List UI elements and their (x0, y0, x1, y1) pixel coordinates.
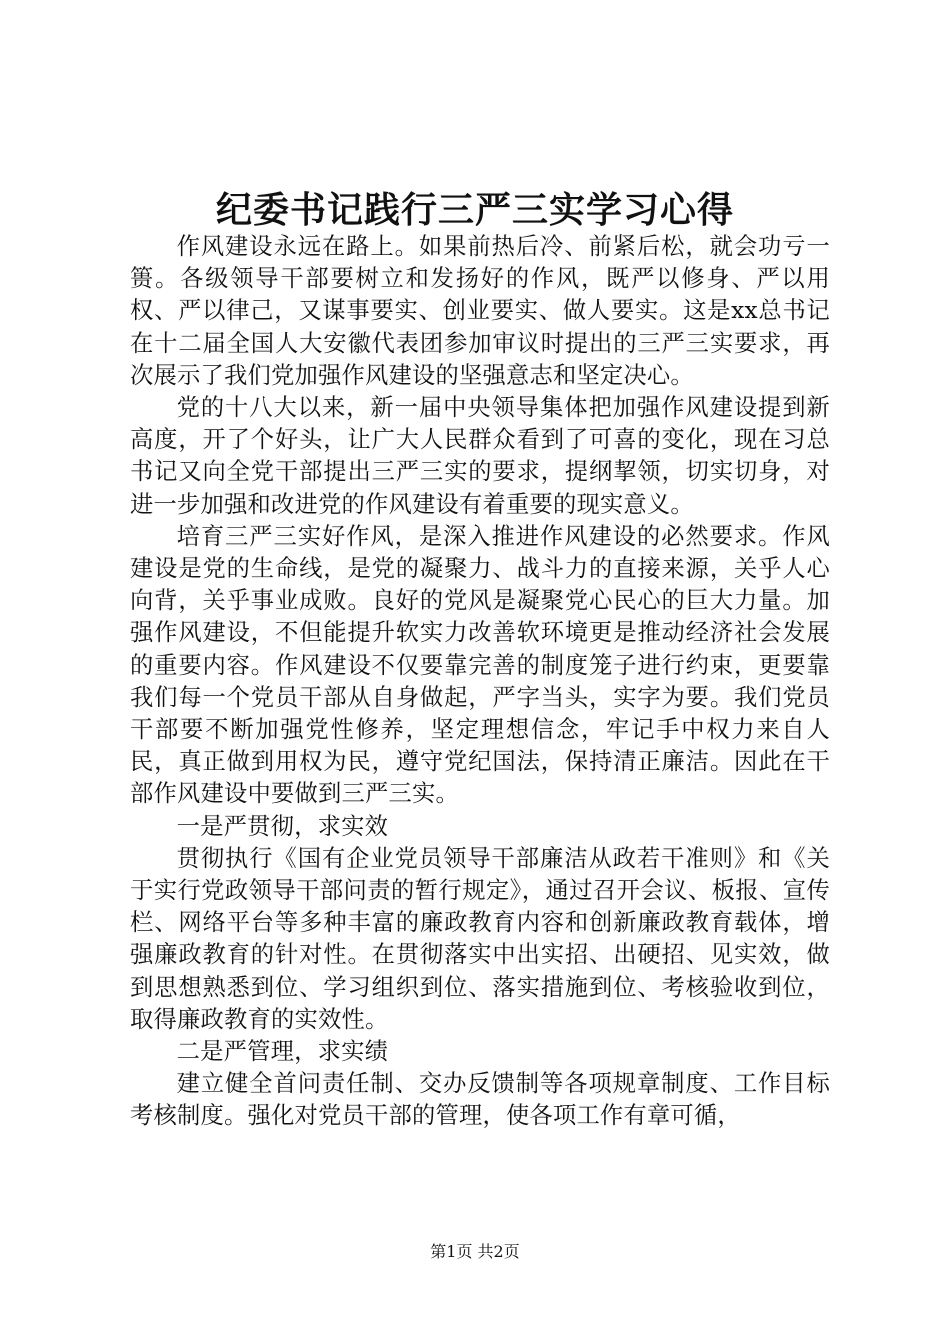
paragraph-3: 培育三严三实好作风，是深入推进作风建设的必然要求。作风建设是党的生命线，是党的凝聚力、战斗力的直接来源，关乎人心向背，关乎事业成败。良好的党风是凝聚党心民心的巨大力量。加强作风建设，不但能提升软实力改善软环境更是推动经济社会发展的重要内容。作风建设不仅要靠完善的制度笼子进行约束，更要靠我们每一个党员干部从自身做起，严字当头，实字为要。我们党员干部要不断加强党性修养，坚定理想信念，牢记手中权力来自人民，真正做到用权为民，遵守党纪国法，保持清正廉洁。因此在干部作风建设中要做到三严三实。 (130, 522, 830, 808)
section-heading-2: 二是严管理，求实绩 (176, 1038, 389, 1066)
document-title: 纪委书记践行三严三实学习心得 (215, 189, 734, 231)
paragraph-4: 贯彻执行《国有企业党员领导干部廉洁从政若干准则》和《关于实行党政领导干部问责的暂行规定》，通过召开会议、板报、宣传栏、网络平台等多种丰富的廉政教育内容和创新廉政教育载体，增强廉政教育的针对性。在贯彻落实中出实招、出硬招、见实效，做到思想熟悉到位、学习组织到位、落实措施到位、考核验收到位，取得廉政教育的实效性。 (130, 844, 830, 1033)
page-footer: 第1页 共2页 (430, 1242, 520, 1261)
paragraph-2: 党的十八大以来，新一届中央领导集体把加强作风建设提到新高度，开了个好头，让广大人民群众看到了可喜的变化，现在习总书记又向全党干部提出三严三实的要求，提纲挈领，切实切身，对进一步加强和改进党的作风建设有着重要的现实意义。 (130, 394, 830, 518)
paragraph-5: 建立健全首问责任制、交办反馈制等各项规章制度、工作目标考核制度。强化对党员干部的管理，使各项工作有章可循， (130, 1070, 830, 1130)
section-heading-1: 一是严贯彻，求实效 (176, 812, 389, 840)
document-body (130, 231, 830, 1133)
paragraph-1: 作风建设永远在路上。如果前热后冷、前紧后松，就会功亏一篑。各级领导干部要树立和发扬好的作风，既严以修身、严以用权、严以律己，又谋事要实、创业要实、做人要实。这是xx总书记在十二届全国人大安徽代表团参加审议时提出的三严三实要求，再次展示了我们党加强作风建设的坚强意志和坚定决心。 (130, 233, 830, 389)
